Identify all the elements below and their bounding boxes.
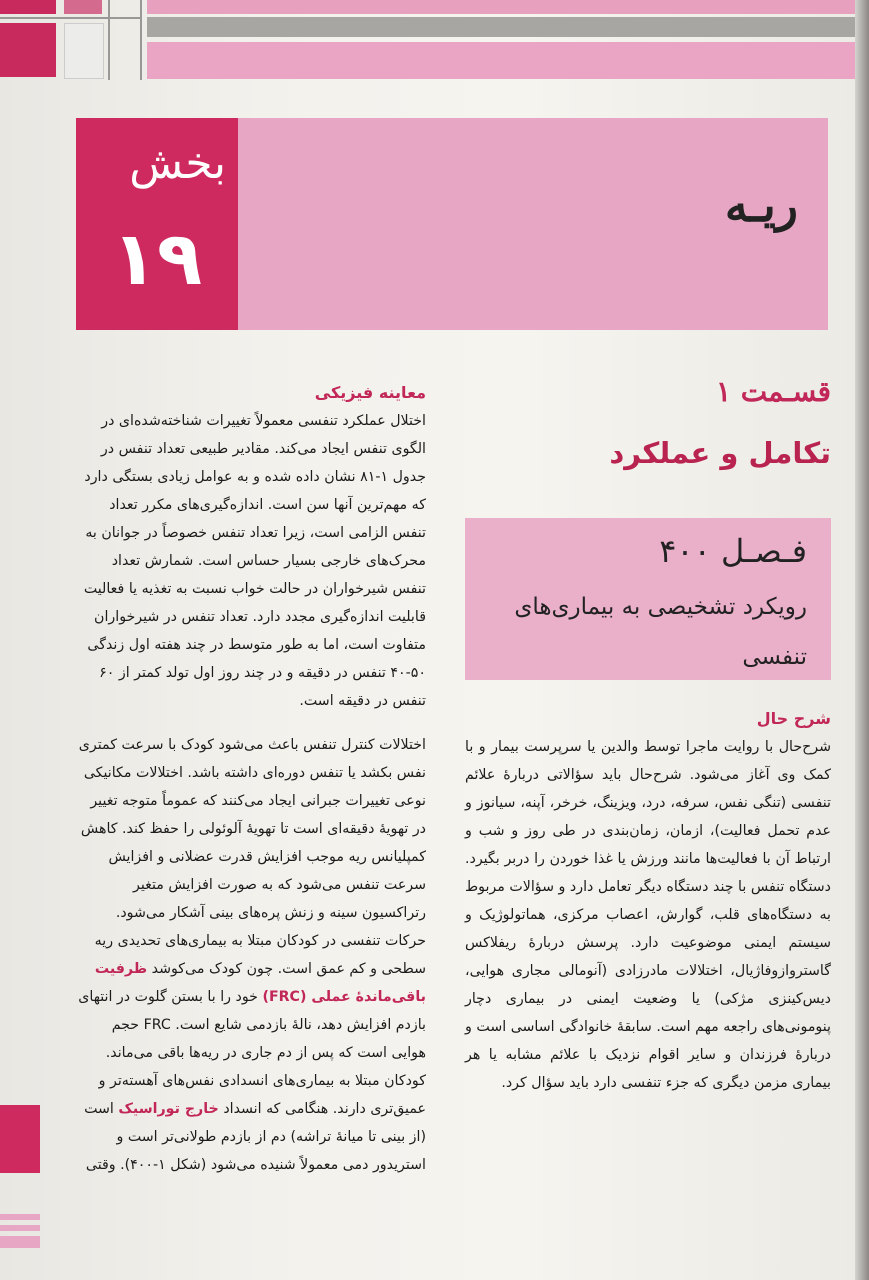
chapter-title: رویکرد تشخیصی به بیماری‌های تنفسی [514, 594, 807, 670]
footer-square-decoration [0, 1105, 40, 1173]
section-banner [238, 118, 828, 330]
header-square-decoration [64, 0, 102, 14]
section-number-box [76, 118, 238, 330]
history-heading: شرح حال [756, 709, 831, 728]
section-number: ۱۹ [111, 216, 203, 302]
physical-exam-paragraph: اختلال عملکرد تنفسی معمولاً تغییرات شناخته‌شده‌ای در الگوی تنفس ایجاد می‌کند. مقادیر طبیعی تعداد تنفس در جدول ۱-۸۱ نشان داده شده و به عوامل زیادی بستگی دارد که مهم‌ترین آنها سن است. اندازه‌گیری‌های مکرر تعداد تنفس الزامی است، زیرا تعداد تنفس خصوصاً در جوانان به محرک‌های خارجی بسیار حساس است. شمارش تعداد تنفس شیرخواران در حالت خواب نسبت به تغذیه یا فعالیت قابلیت اندازه‌گیری مجدد دارد. تعداد تنفس در شیرخواران متفاوت است، اما به طور متوسط در چند هفته اول زندگی ۵۰-۴۰ تنفس در دقیقه و در چند روز اول تولد کمتر از ۶۰ تنفس در دقیقه است. [83, 413, 426, 709]
header-rule [0, 17, 140, 19]
part-label: قسـمت ۱ [715, 375, 831, 408]
highlight-term: خارج توراسیک [118, 1101, 219, 1117]
footer-bar [0, 1236, 40, 1248]
section-title: ریـه [724, 178, 798, 232]
paragraph-text: خود را با بستن گلوت در انتهای بازدم افزایش دهد، نالهٔ بازدمی شایع است. FRC حجم هوایی است که پس از دم جاری در ریه‌ها باقی می‌ماند. کودکان مبتلا به بیماری‌های انسدادی نفس‌های آهسته‌تر و عمیق‌تری دارند. هنگامی که انسداد [78, 989, 426, 1117]
chapter-label: فـصـل ۴۰۰ [659, 532, 807, 570]
part-title: تکامل و عملکرد [609, 436, 831, 470]
page-edge-shadow [855, 0, 869, 1280]
paragraph-text: است (از بینی تا میانهٔ تراشه) دم از بازدم طولانی‌تر است و استریدور دمی معمولاً شنیده می‌شود (شکل ۱-۴۰۰). وقتی [84, 1101, 426, 1173]
paragraph-text: اختلالات کنترل تنفس باعث می‌شود کودک با سرعت کمتری نفس بکشد یا تنفس دوره‌ای داشته باشد. اختلالات مکانیکی نوعی تغییرات جبرانی ایجاد می‌کنند که عموماً متوجه تغییر در تهویهٔ دقیقه‌ای است تا تهویهٔ آلوئولی را حفظ کند. کاهش کمپلیانس ریه موجب افزایش قدرت عضلانی و افزایش سرعت تنفس می‌شود که به صورت افزایش متغیر رتراکسیون سینه و زنش پره‌های بینی آشکار می‌شود. حرکات تنفسی در کودکان مبتلا به بیماری‌های تحدیدی ریه سطحی و کم عمق است. چون کودک می‌کوشد [78, 737, 426, 977]
header-square-decoration [0, 23, 56, 77]
header-rule [140, 0, 142, 80]
header-square-decoration [64, 23, 104, 79]
chapter-box [465, 518, 831, 680]
header-bar [147, 17, 857, 37]
footer-bar [0, 1214, 40, 1220]
physical-exam-heading: معاینه فیزیکی [314, 383, 426, 402]
header-bar [147, 42, 857, 79]
highlight-term: ظرفیت باقی‌ماندهٔ عملی (FRC) [94, 961, 426, 1005]
history-paragraph: شرح‌حال با روایت ماجرا توسط والدین یا سرپرست بیمار و با کمک وی آغاز می‌شود. شرح‌حال باید سؤالاتی دربارهٔ علائم تنفسی (تنگی نفس، سرفه، درد، ویزینگ، خرخر، آپنه، سیانوز و عدم تحمل فعالیت)، ازمان، زمان‌بندی در طی روز و شب و ارتباط آن با فعالیت‌ها مانند ورزش یا غذا خوردن را دربر بگیرد. دستگاه تنفس با چند دستگاه دیگر تعامل دارد و سؤالات مربوط به دستگاه‌های قلب، گوارش، اعصاب مرکزی، هماتولوژیک و سیستم ایمنی موضوعیت دارد. پرسش دربارهٔ ریفلاکس گاستروازوفاژیال، اختلالات مادرزادی (آنومالی مجاری هوایی، دیس‌کینزی مژکی) یا وضعیت ایمنی در بیماری دچار پنومونی‌های راجعه مهم است. سابقهٔ خانوادگی اساسی است و دربارهٔ فرزندان و سایر اقوام نزدیک با علائم مشابه یا هر بیماری مزمن دیگری که جزء تنفسی دارد باید سؤال کرد. [465, 739, 831, 1091]
header-rule [108, 0, 110, 80]
header-square-decoration [0, 0, 56, 14]
section-word: بخش [129, 138, 226, 189]
physical-exam-paragraph-2 [76, 731, 426, 1179]
footer-bar [0, 1225, 40, 1231]
header-bar [147, 0, 857, 14]
